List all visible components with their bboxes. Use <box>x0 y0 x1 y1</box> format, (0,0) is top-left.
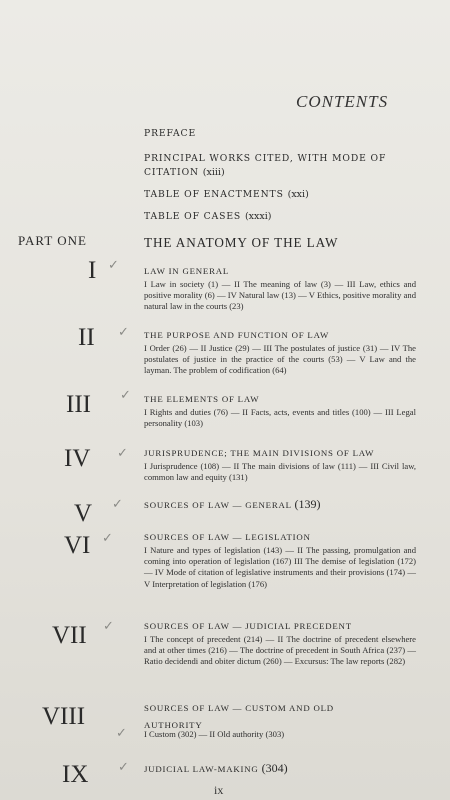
chapter-title: SOURCES OF LAW — LEGISLATION <box>144 532 311 542</box>
chapter-title-text: JUDICIAL LAW-MAKING <box>144 764 259 774</box>
front-matter-page: (xxi) <box>287 189 309 200</box>
check-mark-icon: ✓ <box>116 726 127 741</box>
part-title: THE ANATOMY OF THE LAW <box>144 235 339 250</box>
chapter-title: JURISPRUDENCE; THE MAIN DIVISIONS OF LAW <box>144 448 375 458</box>
check-mark-icon: ✓ <box>102 531 113 546</box>
chapter-contents: I The concept of precedent (214) — II The doctrine of precedent elsewhere and at other times (216) — The doctrine of precedent in South Africa (237) — Ratio decidendi and obiter dictum (260) — Excursus: The law reports (282) <box>144 634 416 667</box>
chapter-numeral: V <box>74 500 93 527</box>
chapter-title: SOURCES OF LAW — CUSTOM AND OLD AUTHORITY <box>144 703 334 730</box>
chapter-title: SOURCES OF LAW — JUDICIAL PRECEDENT <box>144 621 352 631</box>
chapter-numeral: III <box>66 391 91 418</box>
front-matter-label: TABLE OF CASES <box>144 211 242 222</box>
chapter-numeral: VI <box>64 532 91 559</box>
chapter-contents: I Rights and duties (76) — II Facts, acts, events and titles (100) — III Legal personality (103) <box>144 407 416 429</box>
front-matter-page: (xxxi) <box>244 211 272 222</box>
chapter-title: THE ELEMENTS OF LAW <box>144 394 260 404</box>
chapter-contents: I Order (26) — II Justice (29) — III The postulates of justice (31) — IV The postulates of justice in the practice of the courts (53) — V Law and the layman. The problem of codification (64) <box>144 343 416 376</box>
front-matter-page: (xiii) <box>202 167 225 178</box>
check-mark-icon: ✓ <box>120 388 131 403</box>
front-matter-cases <box>144 211 272 222</box>
front-matter-label: PREFACE <box>144 128 197 139</box>
front-matter-enactments <box>144 189 309 200</box>
front-matter-label: TABLE OF ENACTMENTS <box>144 189 284 200</box>
chapter-numeral: I <box>88 257 97 284</box>
chapter-title <box>144 761 288 776</box>
page-title: CONTENTS <box>296 92 389 111</box>
chapter-page: (139) <box>294 497 321 511</box>
chapter-contents: I Law in society (1) — II The meaning of law (3) — III Law, ethics and positive morality (6) — IV Natural law (13) — V Ethics, positive morality and natural law in the courts (23) <box>144 279 416 312</box>
chapter-title: THE PURPOSE AND FUNCTION OF LAW <box>144 330 330 340</box>
check-mark-icon: ✓ <box>118 760 129 775</box>
chapter-contents: I Custom (302) — II Old authority (303) <box>144 729 285 739</box>
chapter-numeral: II <box>78 324 95 351</box>
check-mark-icon: ✓ <box>117 446 128 461</box>
check-mark-icon: ✓ <box>112 497 123 512</box>
front-matter-preface <box>144 128 196 139</box>
chapter-numeral: IX <box>62 761 89 788</box>
chapter-contents: I Jurisprudence (108) — II The main divisions of law (111) — III Civil law, common law and equity (131) <box>144 461 416 483</box>
chapter-page: (304) <box>261 761 288 775</box>
front-matter-label: PRINCIPAL WORKS CITED, WITH MODE OF CITATION <box>144 153 387 178</box>
chapter-numeral: IV <box>64 445 91 472</box>
chapter-numeral: VII <box>52 622 87 649</box>
chapter-contents: I Nature and types of legislation (143) — II The passing, promulgation and coming into operation of legislation (167) III The demise of legislation (172) — IV Mode of citation of legislative instruments and their provisions (174) — V Interpretation of legislation (176) <box>144 545 416 589</box>
page-number: ix <box>214 783 224 797</box>
chapter-title: LAW IN GENERAL <box>144 266 230 276</box>
check-mark-icon: ✓ <box>103 619 114 634</box>
check-mark-icon: ✓ <box>108 258 119 273</box>
part-label: PART ONE <box>18 233 87 248</box>
chapter-title-text: SOURCES OF LAW — GENERAL <box>144 500 292 510</box>
front-matter-works-cited <box>144 152 394 180</box>
check-mark-icon: ✓ <box>118 325 129 340</box>
chapter-title <box>144 497 321 512</box>
chapter-numeral: VIII <box>42 703 86 730</box>
